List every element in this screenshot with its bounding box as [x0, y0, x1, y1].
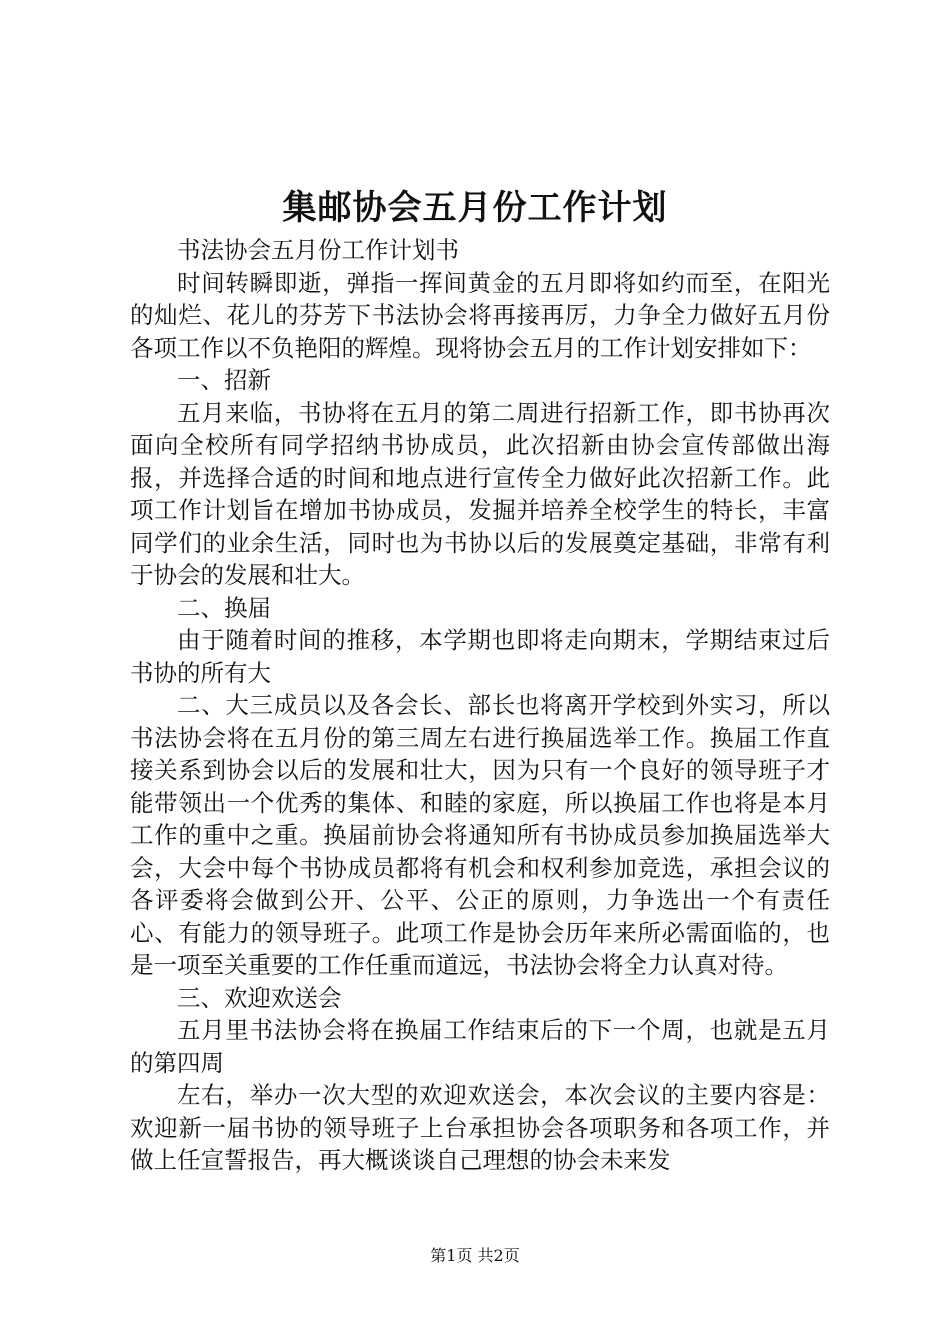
paragraph-recruit: 五月来临，书协将在五月的第二周进行招新工作，即书协再次面向全校所有同学招纳书协成员，此次招新由协会宣传部做出海报，并选择合适的时间和地点进行宣传全力做好此次招新工作。此项工作计划旨在增加书协成员，发掘并培养全校学生的特长，丰富同学们的业余生活，同时也为书协以后的发展奠定基础，非常有利于协会的发展和壮大。 — [130, 398, 830, 589]
paragraph-subtitle: 书法协会五月份工作计划书 — [177, 236, 459, 264]
paragraph-welcome-2: 左右，举办一次大型的欢迎欢送会，本次会议的主要内容是：欢迎新一届书协的领导班子上台承担协会各项职务和各项工作，并做上任宣誓报告，再大概谈谈自己理想的协会未来发 — [130, 1081, 830, 1174]
paragraph-intro: 时间转瞬即逝，弹指一挥间黄金的五月即将如约而至，在阳光的灿烂、花儿的芬芳下书法协会将再接再厉，力争全力做好五月份各项工作以不负艳阳的辉煌。现将协会五月的工作计划安排如下： — [130, 268, 830, 362]
section-heading-recruit: 一、招新 — [177, 366, 271, 394]
paragraph-election-2: 二、大三成员以及各会长、部长也将离开学校到外实习，所以书法协会将在五月份的第三周左右进行换届选举工作。换届工作直接关系到协会以后的发展和壮大，因为只有一个良好的领导班子才能带领出一个优秀的集体、和睦的家庭，所以换届工作也将是本月工作的重中之重。换届前协会将通知所有书协成员参加换届选举大会，大会中每个书协成员都将有机会和权利参加竞选，承担会议的各评委将会做到公开、公平、公正的原则，力争选出一个有责任心、有能力的领导班子。此项工作是协会历年来所必需面临的，也是一项至关重要的工作任重而道远，书法协会将全力认真对待。 — [130, 691, 830, 979]
section-heading-election: 二、换届 — [177, 593, 271, 622]
page-footer: 第1页 共2页 — [430, 1246, 520, 1265]
document-title: 集邮协会五月份工作计划 — [282, 188, 668, 228]
section-heading-welcome: 三、欢迎欢送会 — [177, 983, 342, 1012]
document-body — [130, 234, 830, 1177]
paragraph-welcome-1: 五月里书法协会将在换届工作结束后的下一个周，也就是五月的第四周 — [130, 1016, 830, 1077]
paragraph-election-1: 由于随着时间的推移，本学期也即将走向期末，学期结束过后书协的所有大 — [130, 626, 830, 687]
